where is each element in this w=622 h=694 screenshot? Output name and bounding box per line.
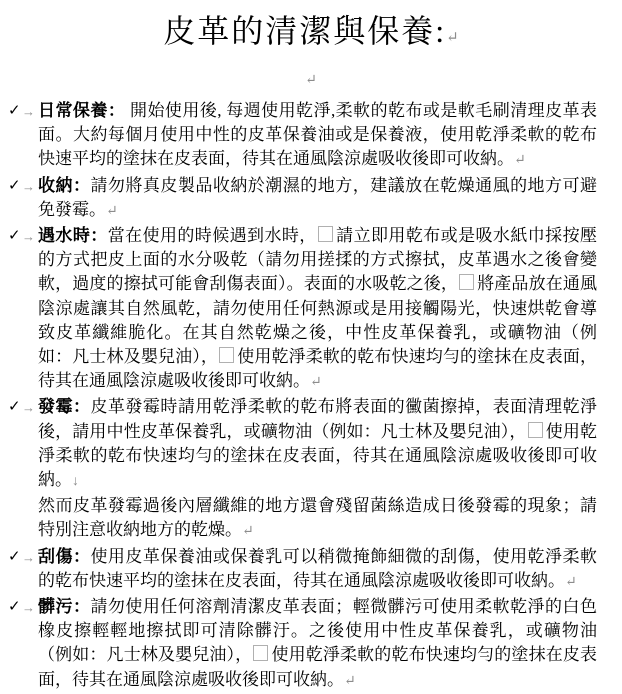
item-term: 髒污 (38, 597, 73, 617)
paragraph-mark-icon: ↵ (565, 574, 577, 590)
text-run: 將產品放在通風陰涼處讓其自然風乾，請勿使用任何熱源或是用接觸陽光，快速烘乾會導致皮革纖維脆化。在其自然乾燥之後，中性皮革保養乳，或礦物油（例如：凡士林及嬰兒油）， (38, 274, 597, 367)
missing-glyph-box-icon (219, 347, 234, 363)
item-text (38, 397, 597, 539)
tab-mark-icon: → (22, 229, 35, 245)
missing-glyph-box-icon (253, 645, 268, 661)
tab-mark-icon: → (22, 549, 35, 565)
tab-mark-icon: → (22, 400, 35, 416)
list-item (0, 224, 597, 395)
item-term: 日常保養 (38, 101, 108, 120)
tab-mark-icon: → (22, 600, 35, 616)
checkmark-bullet-icon: ✓ (8, 177, 21, 194)
missing-glyph-box-icon (528, 422, 543, 438)
text-run: 然而皮革發霉過後內層纖維的地方還會殘留菌絲造成日後發霉的現象；請特別注意收納地方的乾燥。 (38, 496, 597, 540)
checkmark-bullet-icon: ✓ (8, 228, 21, 245)
paragraph-mark-icon: ↵ (106, 203, 118, 219)
item-term: 刮傷 (38, 546, 73, 566)
tab-mark-icon: → (22, 178, 35, 194)
checkmark-bullet-icon: ✓ (8, 599, 21, 616)
paragraph-mark-icon: ↵ (514, 153, 526, 169)
item-term-colon: ： (72, 175, 91, 195)
item-text (38, 101, 597, 168)
item-term: 發霉 (38, 397, 73, 417)
paragraph-mark-icon: ↵ (446, 30, 459, 46)
item-term-colon: ： (72, 397, 91, 417)
item-term-colon: ： (72, 546, 91, 566)
text-run: 使用皮革保養油或保養乳可以稍微掩飾細微的刮傷，使用乾淨柔軟的乾布快速平均的塗抹在皮表面，待其在通風陰涼處吸收後即可收納。 (38, 546, 598, 590)
missing-glyph-box-icon (459, 274, 474, 290)
checkmark-bullet-icon: ✓ (8, 548, 21, 565)
soft-line-break-icon: ↓ (72, 474, 79, 490)
list-item (0, 99, 597, 174)
item-term-colon: ： (107, 101, 126, 120)
paragraph-mark-icon: ↵ (242, 524, 254, 540)
paragraph-mark-icon: ↵ (310, 375, 322, 391)
item-text (38, 547, 597, 590)
text-run: 開始使用後, 每週使用乾淨,柔軟的乾布或是軟毛刷清理皮革表面。大約每個月使用中性的皮革保養油或是保養液，使用乾淨柔軟的乾布快速平均的塗抹在皮表面，待其在通風陰涼處吸收後即可收納。 (38, 101, 598, 169)
text-run: 當在使用的時候遇到水時， (107, 226, 317, 246)
tab-mark-icon: → (22, 104, 35, 119)
checkmark-bullet-icon: ✓ (8, 103, 21, 119)
text-run: 請立即用乾布或是吸水紙巾採按壓的方式把皮上面的水分吸乾（請勿用搓揉的方式擦拭，皮革遇水之後會變軟，過度的擦拭可能會刮傷表面）。表面的水吸乾之後， (38, 226, 598, 294)
page-title-text: 皮革的清潔與保養: (163, 13, 447, 49)
text-run: 使用乾淨柔軟的乾布快速均勻的塗抹在皮表面，待其在通風陰涼處吸收後即可收納。 (38, 645, 597, 689)
item-term: 收納 (38, 175, 73, 195)
item-term: 遇水時 (38, 226, 91, 246)
empty-paragraph (0, 61, 622, 99)
list-item (0, 174, 597, 224)
item-text (38, 597, 597, 689)
checkmark-bullet-icon: ✓ (8, 399, 21, 416)
list-item (0, 545, 597, 595)
paragraph-mark-icon: ↵ (344, 673, 356, 689)
paragraph-mark-icon: ↵ (305, 73, 317, 88)
missing-glyph-box-icon (318, 226, 333, 242)
item-text (38, 226, 597, 390)
text-run: 皮革發霉時請用乾淨柔軟的乾布將表面的黴菌擦掉，表面清理乾淨後，請用中性皮革保養乳，或礦物油（例如：凡士林及嬰兒油）， (38, 397, 598, 441)
text-run: 請勿將真皮製品收納於潮濕的地方，建議放在乾燥通風的地方可避免發霉。 (38, 175, 598, 219)
text-run: 請勿使用任何溶劑清潔皮革表面；輕微髒污可使用柔軟乾淨的白色橡皮擦輕輕地擦拭即可清除髒汙。之後使用中性皮革保養乳，或礦物油（例如：凡士林及嬰兒油）， (38, 597, 598, 665)
text-run: 使用乾淨柔軟的乾布快速均勻的塗抹在皮表面，待其在通風陰涼處吸收後即可收納。 (38, 347, 597, 391)
page-title (0, 8, 622, 61)
item-term-colon: ： (90, 226, 108, 246)
bullet-list (0, 99, 622, 694)
item-term-colon: ： (72, 597, 91, 617)
list-item (0, 595, 597, 694)
item-text (38, 176, 597, 219)
list-item (0, 395, 597, 544)
text-run: 使用乾淨柔軟的乾布快速均勻的塗抹在皮表面，待其在通風陰涼處吸收後即可收納。 (38, 421, 597, 490)
